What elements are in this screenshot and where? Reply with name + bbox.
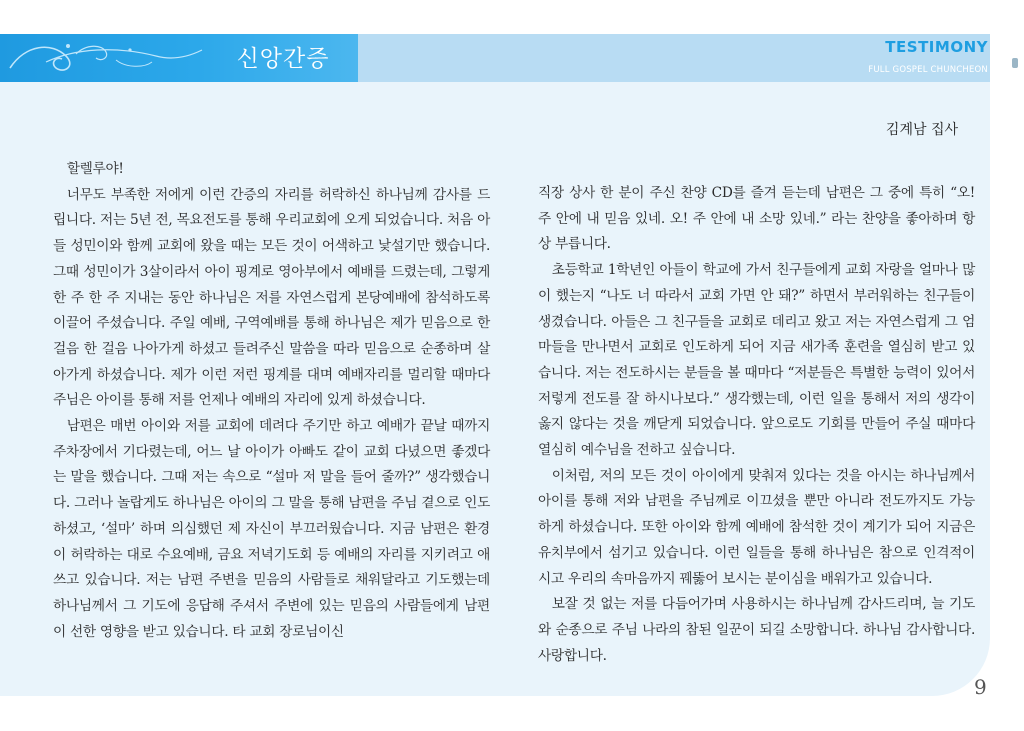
paragraph: 할렐루야! (66, 161, 124, 177)
author-name: 김계남 집사 (885, 122, 958, 138)
paragraph: 직장 상사 한 분이 주신 찬양 CD를 즐겨 듣는데 남편은 그 중에 특히 “오! 주 안에 내 믿음 있네. 오! 주 안에 내 소망 있네.” 라는 찬양을 좋아하며 항상 부릅니다. (538, 185, 975, 253)
tagline-sub: FULL GOSPEL CHUNCHEON (868, 65, 988, 75)
paragraph: 이처럼, 저의 모든 것이 아이에게 맞춰져 있다는 것을 아시는 하나님께서 아이를 통해 저와 남편을 주님께로 이끄셨을 뿐만 아니라 전도까지도 가능하게 하셨습니다. 또한 아이와 함께 예배에 참석한 것이 계기가 되어 지금은 유치부에서 섬기고 있습니다. 이런 일들을 통해 하나님은 참으로 인격적이시고 우리의 속마음까지 꿰뚫어 보시는 분이심을 배워가고 있습니다. (538, 467, 975, 587)
right-column (538, 181, 975, 669)
section-title-box (0, 34, 358, 82)
left-column (53, 157, 490, 645)
tagline-main: TESTIMONY (885, 38, 988, 56)
tagline (868, 38, 988, 75)
paragraph: 너무도 부족한 저에게 이런 간증의 자리를 허락하신 하나님께 감사를 드립니다. 저는 5년 전, 목요전도를 통해 우리교회에 오게 되었습니다. 처음 아들 성민이와 함께 교회에 왔을 때는 모든 것이 어색하고 낯설기만 했습니다. 그때 성민이가 3살이라서 아이 핑계로 영아부에서 예배를 드렸는데, 그렇게 한 주 한 주 지내는 동안 하나님은 저를 자연스럽게 본당예배에 참석하도록 이끌어 주셨습니다. 주일 예배, 구역예배를 통해 하나님은 제가 믿음으로 한 걸음 한 걸음 나아가게 하셨고 들려주신 말씀을 따라 믿음으로 순종하며 살아가게 하셨습니다. 제가 이런 저런 핑계를 대며 예배자리를 멀리할 때마다 주님은 아이를 통해 저를 언제나 예배의 자리에 있게 하셨습니다. (53, 186, 490, 409)
ornament-swirl-icon (6, 38, 206, 78)
paragraph: 초등학교 1학년인 아들이 학교에 가서 친구들에게 교회 자랑을 얼마나 많이 했는지 “나도 너 따라서 교회 가면 안 돼?” 하면서 부러워하는 친구들이 생겼습니다. 아들은 그 친구들을 교회로 데리고 왔고 저는 자연스럽게 그 엄마들을 만나면서 교회로 인도하게 되어 지금 새가족 훈련을 열심히 받고 있습니다. 저는 전도하시는 분들을 볼 때마다 “저분들은 특별한 능력이 있어서 저렇게 전도를 잘 하시나보다.” 생각했는데, 이런 일을 통해서 저의 생각이 옳지 않다는 것을 깨닫게 되었습니다. 앞으로도 기회를 만들어 주실 때마다 열심히 예수님을 전하고 싶습니다. (538, 262, 975, 459)
page-number: 9 (974, 675, 987, 699)
page-edge-mark (1012, 58, 1018, 68)
paragraph: 보잘 것 없는 저를 다듬어가며 사용하시는 하나님께 감사드리며, 늘 기도와 순종으로 주님 나라의 참된 일꾼이 되길 소망합니다. 하나님 감사합니다. 사랑합니다. (538, 596, 975, 664)
paragraph: 남편은 매번 아이와 저를 교회에 데려다 주기만 하고 예배가 끝날 때까지 주차장에서 기다렸는데, 어느 날 아이가 아빠도 같이 교회 다녔으면 좋겠다는 말을 했습니다. 그때 저는 속으로 “설마 저 말을 들어 줄까?” 생각했습니다. 그러나 놀랍게도 하나님은 아이의 그 말을 통해 남편을 주님 곁으로 인도하셨고, ‘설마’ 하며 의심했던 제 자신이 부끄러웠습니다. 지금 남편은 환경이 허락하는 대로 수요예배, 금요 저녁기도회 등 예배의 자리를 지키려고 애쓰고 있습니다. 저는 남편 주변을 믿음의 사람들로 채워달라고 기도했는데 하나님께서 그 기도에 응답해 주셔서 주변에 있는 믿음의 사람들에게 남편이 선한 영향을 받고 있습니다. 타 교회 장로님이신 (53, 418, 490, 640)
section-title: 신앙간증 (236, 46, 330, 72)
